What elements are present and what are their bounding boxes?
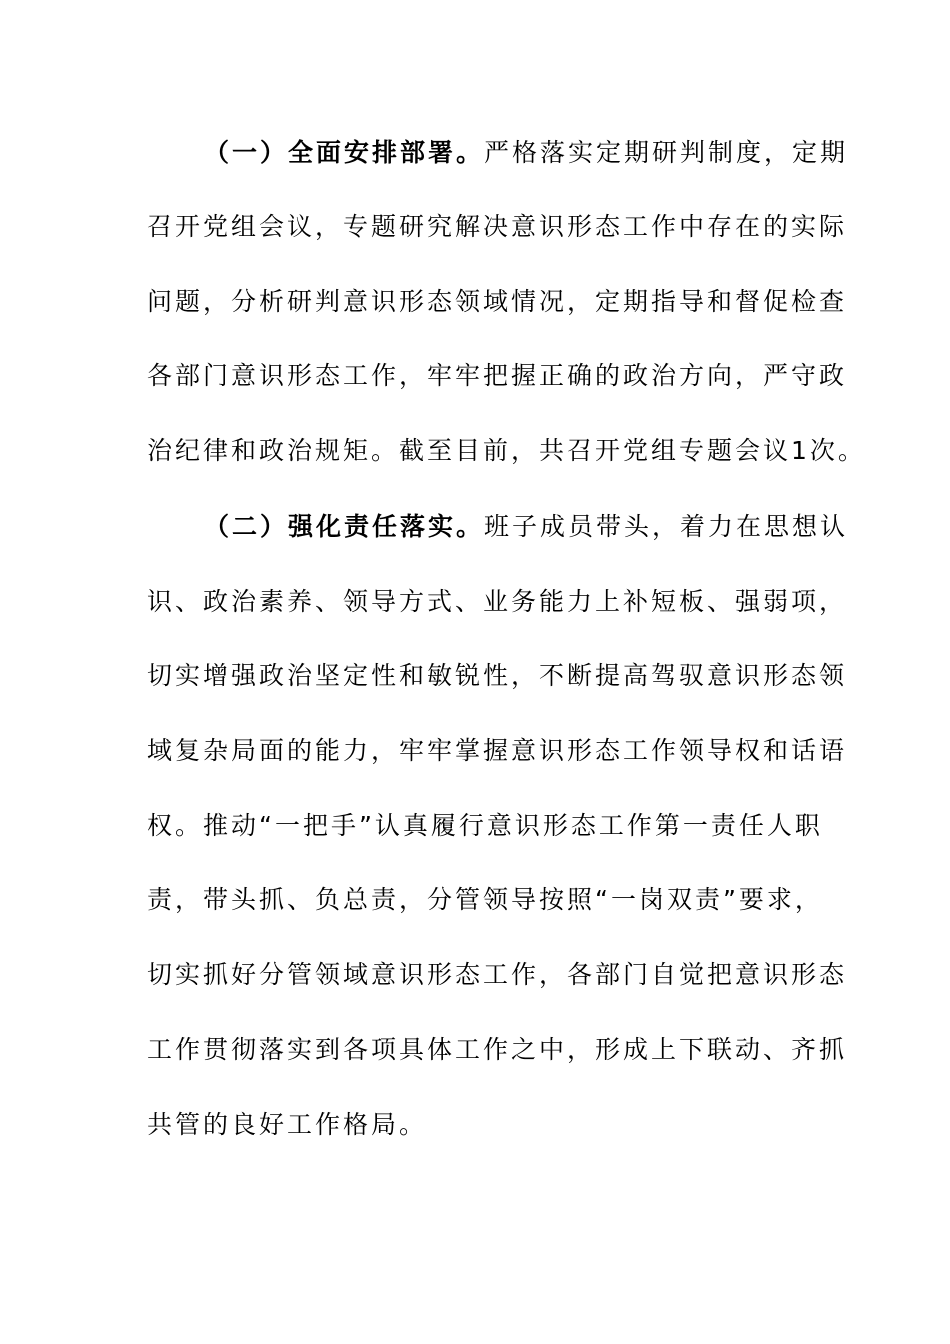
paragraph-1-text: 严格落实定期研判制度，定期 (484, 138, 849, 167)
paragraph-2-line-8: 工作贯彻落实到各项具体工作之中，形成上下联动、齐抓 (147, 1035, 848, 1064)
paragraph-2-line-9: 共管的良好工作格局。 (147, 1110, 428, 1139)
paragraph-1-line-2: 召开党组会议，专题研究解决意识形态工作中存在的实际 (147, 212, 848, 241)
paragraph-1-line-5: 治纪律和政治规矩。截至目前，共召开党组专题会议1次。 (147, 436, 866, 465)
paragraph-1-line-3: 问题，分析研判意识形态领域情况，定期指导和督促检查 (147, 287, 848, 316)
paragraph-2-line-3: 切实增强政治坚定性和敏锐性，不断提高驾驭意识形态领 (147, 661, 848, 690)
paragraph-1-line-4: 各部门意识形态工作，牢牢把握正确的政治方向，严守政 (147, 361, 848, 390)
paragraph-1-heading: （一）全面安排部署。 (204, 138, 485, 167)
paragraph-2-line-6: 责，带头抓、负总责，分管领导按照“一岗双责”要求， (147, 885, 823, 914)
paragraph-2-heading: （二）强化责任落实。 (204, 512, 485, 541)
paragraph-2-line-1 (204, 512, 848, 542)
paragraph-2-line-4: 域复杂局面的能力，牢牢掌握意识形态工作领导权和话语 (147, 736, 848, 765)
paragraph-2-text: 班子成员带头，着力在思想认 (484, 512, 849, 541)
paragraph-2-line-7: 切实抓好分管领域意识形态工作，各部门自觉把意识形态 (147, 960, 848, 989)
paragraph-2-line-2: 识、政治素养、领导方式、业务能力上补短板、强弱项， (147, 587, 848, 616)
paragraph-2-line-5: 权。推动“一把手”认真履行意识形态工作第一责任人职 (147, 811, 823, 840)
paragraph-1-line-1 (204, 138, 848, 168)
